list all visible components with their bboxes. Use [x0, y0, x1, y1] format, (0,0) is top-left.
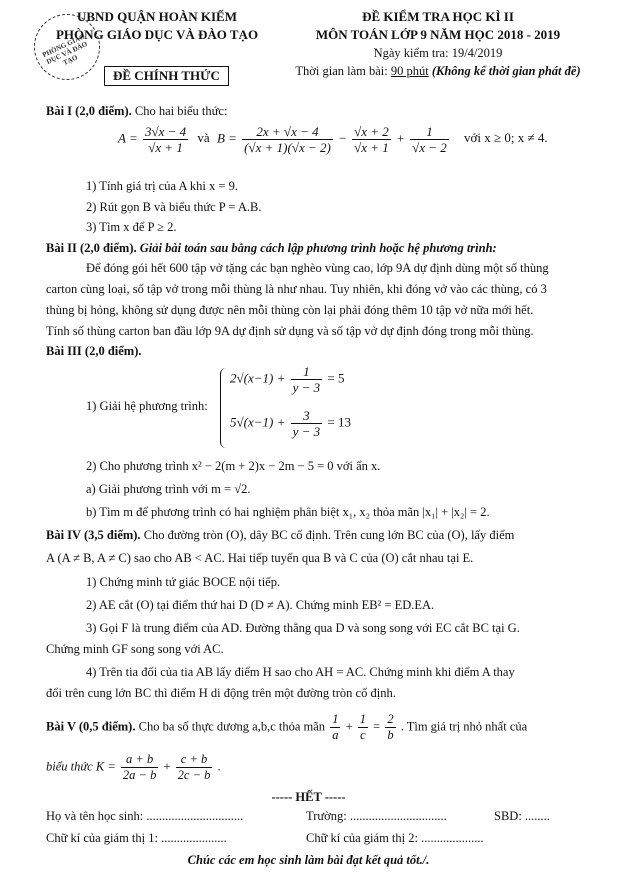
system-eq-2	[230, 408, 351, 439]
k-frac-2	[176, 752, 213, 783]
bai5-f1-num: 1	[332, 712, 339, 726]
bai4-q3a: 3) Gọi F là trung điểm của AD. Đường thẳng qua D và song song với EC cắt BC tại G.	[86, 621, 520, 635]
formula-b-f3-num: 1	[410, 124, 449, 140]
k-end: .	[217, 759, 221, 774]
formula-a-fraction	[143, 124, 188, 155]
formula-b-fraction-2	[352, 124, 391, 155]
bai3-q1-label: 1) Giải hệ phương trình:	[86, 399, 208, 413]
bai1-q3: 3) Tìm x để P ≥ 2.	[86, 220, 177, 234]
and-word: và	[197, 130, 210, 146]
exam-title: ĐỀ KIỂM TRA HỌC KÌ II	[362, 9, 514, 24]
formula-a-num: 3√x − 4	[144, 124, 187, 139]
bai2-line-3: thùng bị hỏng, không sử dụng được nên mỗi thùng còn lại phải đóng thêm 10 tập vở nữa mới hết.	[46, 303, 534, 317]
k1-den: 2a − b	[122, 768, 157, 782]
bai4-title: Bài IV (3,5 điểm).	[46, 528, 141, 542]
bai4-heading	[46, 527, 514, 543]
eq1-den: y − 3	[292, 380, 321, 395]
formula-b-fraction-3	[410, 124, 449, 155]
eq1-fraction	[291, 364, 323, 395]
bai5-f3-num: 2	[387, 712, 394, 726]
bai4-q4a: 4) Trên tia đối của tia AB lấy điểm H sao cho AH = AC. Chứng minh khi điểm A thay	[86, 665, 515, 679]
bai4-line-2: A (A ≠ B, A ≠ C) sao cho AB < AC. Hai tiếp tuyến qua B và C của (O) cắt nhau tại E.	[46, 551, 474, 565]
bai2-line-1: Để đóng gói hết 600 tập vở tặng các bạn nghèo vùng cao, lớp 9A dự định dùng một số thùng	[86, 261, 549, 275]
k-lhs: biểu thức K =	[46, 759, 116, 774]
bai3-q2a: a) Giải phương trình với m = √2.	[86, 482, 251, 496]
formula-a-lhs: A =	[118, 130, 138, 146]
bai5-f2-num: 1	[359, 712, 366, 726]
eq2-den: y − 3	[292, 424, 321, 439]
system-eq-1	[230, 364, 345, 395]
header-right	[268, 8, 608, 80]
bai5-intro: Cho ba số thực dương a,b,c thỏa mãn	[138, 719, 326, 734]
exam-date: Ngày kiểm tra: 19/4/2019	[373, 46, 503, 60]
bai3-title: Bài III (2,0 điểm).	[46, 344, 142, 358]
bai4-q4b: đổi trên cung lớn BC thì điểm H di động trên một đường tròn cố định.	[46, 686, 396, 700]
eq2-num: 3	[291, 408, 323, 424]
bai2-line-2: carton cùng loại, số tập vở trong mỗi thùng là như nhau. Tuy nhiên, khi đóng vở vào các thùng, có 3	[46, 282, 547, 296]
eq2-right: = 13	[327, 414, 351, 430]
formula-b-f2-den: √x + 1	[354, 140, 389, 155]
formula-b-f3-den: √x − 2	[412, 140, 447, 155]
bai4-q3b: Chứng minh GF song song với AC.	[46, 642, 224, 656]
stamp-text: PHÒNG GIÁO DỤC VÀ ĐÀO TẠO	[41, 32, 89, 68]
bai5-title: Bài V (0,5 điểm).	[46, 719, 136, 734]
bai1-heading	[46, 103, 227, 119]
student-name-field: Họ và tên học sinh: ...............................	[46, 809, 244, 823]
bai5-eq: =	[373, 719, 381, 734]
bai5-frac-2	[358, 712, 368, 743]
exam-subject: MÔN TOÁN LỚP 9 NĂM HỌC 2018 - 2019	[315, 27, 561, 42]
bai5-f1-den: a	[332, 728, 339, 742]
bai4-q2: 2) AE cắt (O) tại điểm thứ hai D (D ≠ A). Chứng minh EB² = ED.EA.	[86, 598, 435, 612]
end-mark: ----- HẾT -----	[271, 790, 346, 804]
eq2-fraction	[291, 408, 323, 439]
supervisor-2-signature: Chữ kí của giám thị 2: ....................	[306, 831, 484, 845]
bai2-line-4: Tính số thùng carton ban đầu lớp 9A dự định sử dụng và số tập vở dự định đóng trong mỗi thùng.	[46, 324, 534, 338]
formula-b-f1-den: (√x + 1)(√x − 2)	[244, 140, 331, 155]
school-field: Trường: ...............................	[306, 809, 447, 823]
bai1-title: Bài I (2,0 điểm).	[46, 104, 132, 118]
duration-prefix: Thời gian làm bài:	[295, 64, 391, 78]
department-name: PHÒNG GIÁO DỤC VÀ ĐÀO TẠO	[55, 27, 259, 42]
duration-value: 90 phút	[390, 64, 429, 78]
bai5-line-2: biểu thức K = $\frac{a + b}{2a - b}$ + $\frac{c + b}{2c - b}$ .	[46, 752, 221, 782]
bai5-line-1	[46, 712, 527, 743]
bai2-subtitle: Giải bài toán sau bằng cách lập phương trình hoặc hệ phương trình:	[139, 241, 497, 255]
eq1-left: 2√(x−1) +	[230, 370, 286, 386]
bai1-intro: Cho hai biểu thức:	[134, 104, 228, 118]
bai2-heading	[46, 240, 497, 256]
eq1-num: 1	[291, 364, 323, 380]
bai1-q1: 1) Tính giá trị của A khi x = 9.	[86, 179, 238, 193]
closing-wish: Chúc các em học sinh làm bài đạt kết quả tốt./.	[187, 853, 430, 867]
bai2-title: Bài II (2,0 điểm).	[46, 241, 137, 255]
formula-condition: với x ≥ 0; x ≠ 4.	[464, 130, 548, 146]
k-frac-1	[121, 752, 158, 783]
formula-b-fraction-1	[242, 124, 333, 155]
formula-b-f2-num: √x + 2	[354, 124, 389, 139]
header-left	[42, 8, 272, 44]
bai1-q2: 2) Rút gọn B và biểu thức P = A.B.	[86, 200, 262, 214]
district-name: UBND QUẬN HOÀN KIẾM	[77, 9, 237, 24]
k2-num: c + b	[176, 752, 213, 768]
bai5-tail: . Tìm giá trị nhỏ nhất của	[400, 719, 528, 734]
official-label: ĐỀ CHÍNH THỨC	[104, 66, 229, 86]
bai5-f2-den: c	[360, 728, 366, 742]
supervisor-1-signature: Chữ kí của giám thị 1: .....................	[46, 831, 227, 845]
formula-a-den: √x + 1	[148, 140, 183, 155]
bai5-plus: +	[345, 719, 353, 734]
formula-b-lhs: B =	[216, 130, 237, 146]
bai3-q2: 2) Cho phương trình x² − 2(m + 2)x − 2m − 5 = 0 với ẩn x.	[86, 459, 381, 473]
bai3-q2b: b) Tìm m để phương trình có hai nghiệm phân biệt x₁, x₂ thỏa mãn |x₁| + |x₂| = 2.	[86, 505, 490, 519]
bai4-q1: 1) Chứng minh tứ giác BOCE nội tiếp.	[86, 575, 281, 589]
bai5-frac-1	[330, 712, 340, 743]
bai5-f3-den: b	[387, 728, 394, 742]
duration-note: (Không kể thời gian phát đề)	[431, 64, 581, 78]
bai1-formula: A = $\frac{3√x - 4}{√x + 1}$ và B = $\frac{2x + √x - 4}{(√x + 1)(√x - 2)}$ − $\frac{√x + 2}{√x + 1}$ + $\frac{1}{√x - 2}$ với x ≥ 0; x ≠ 4.	[118, 124, 548, 155]
k2-den: 2c − b	[177, 768, 211, 782]
bai5-frac-3	[385, 712, 395, 743]
eq1-right: = 5	[327, 370, 345, 386]
sbd-field: SBD: ........	[494, 809, 550, 823]
k1-num: a + b	[121, 752, 158, 768]
exam-duration	[268, 62, 608, 80]
formula-b-f1-num: 2x + √x − 4	[242, 124, 333, 140]
eq2-left: 5√(x−1) +	[230, 414, 286, 430]
system-brace	[220, 368, 229, 448]
bai4-line-1: Cho đường tròn (O), dây BC cố định. Trên cung lớn BC của (O), lấy điểm	[143, 528, 515, 542]
